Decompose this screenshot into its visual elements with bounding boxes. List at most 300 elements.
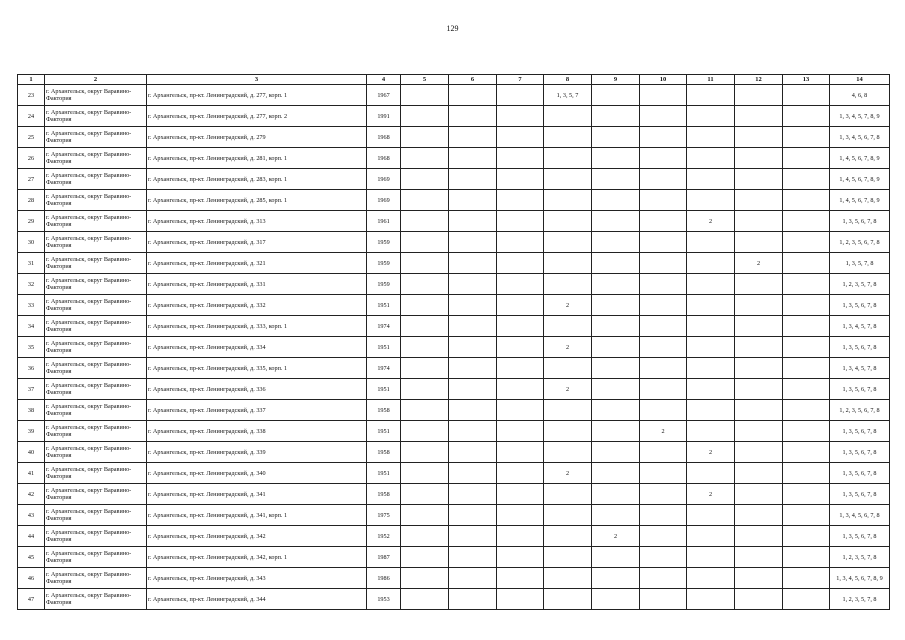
- col7-cell: [497, 316, 544, 337]
- row-number-cell: 37: [18, 379, 45, 400]
- row-number-cell: 32: [18, 274, 45, 295]
- col12-cell: [735, 400, 783, 421]
- address-cell: г. Архангельск, пр-кт. Ленинградский, д. 334: [147, 337, 367, 358]
- district-cell: г. Архангельск, округ Варавино-Фактория: [45, 358, 147, 379]
- col14-cell: 1, 4, 5, 6, 7, 8, 9: [830, 169, 890, 190]
- col14-cell: 1, 3, 4, 5, 7, 8: [830, 316, 890, 337]
- col11-cell: [687, 316, 735, 337]
- year-cell: 1951: [367, 421, 401, 442]
- col11-cell: [687, 379, 735, 400]
- column-header: 11: [687, 75, 735, 85]
- col5-cell: [401, 568, 449, 589]
- table-row: [18, 526, 890, 547]
- col10-cell: [640, 274, 687, 295]
- col13-cell: [783, 106, 830, 127]
- col13-cell: [783, 484, 830, 505]
- col14-cell: 1, 3, 5, 6, 7, 8: [830, 379, 890, 400]
- column-header: 10: [640, 75, 687, 85]
- table-row: [18, 274, 890, 295]
- col7-cell: [497, 442, 544, 463]
- col10-cell: [640, 400, 687, 421]
- table-row: [18, 421, 890, 442]
- year-cell: 1986: [367, 568, 401, 589]
- district-cell: г. Архангельск, округ Варавино-Фактория: [45, 526, 147, 547]
- col6-cell: [449, 337, 497, 358]
- col9-cell: [592, 253, 640, 274]
- table-row: [18, 400, 890, 421]
- col11-cell: [687, 505, 735, 526]
- district-cell: г. Архангельск, округ Варавино-Фактория: [45, 127, 147, 148]
- header-row: [18, 75, 890, 85]
- col6-cell: [449, 169, 497, 190]
- col8-cell: [544, 316, 592, 337]
- col12-cell: [735, 568, 783, 589]
- col5-cell: [401, 400, 449, 421]
- col11-cell: [687, 421, 735, 442]
- col11-cell: [687, 232, 735, 253]
- col6-cell: [449, 547, 497, 568]
- col7-cell: [497, 526, 544, 547]
- year-cell: 1969: [367, 190, 401, 211]
- col11-cell: [687, 190, 735, 211]
- district-cell: г. Архангельск, округ Варавино-Фактория: [45, 85, 147, 106]
- district-cell: г. Архангельск, округ Варавино-Фактория: [45, 148, 147, 169]
- address-cell: г. Архангельск, пр-кт. Ленинградский, д. 283, корп. 1: [147, 169, 367, 190]
- district-cell: г. Архангельск, округ Варавино-Фактория: [45, 106, 147, 127]
- col8-cell: [544, 442, 592, 463]
- table-row: [18, 190, 890, 211]
- col11-cell: [687, 463, 735, 484]
- col6-cell: [449, 358, 497, 379]
- col8-cell: 2: [544, 463, 592, 484]
- col8-cell: [544, 358, 592, 379]
- district-cell: г. Архангельск, округ Варавино-Фактория: [45, 316, 147, 337]
- col11-cell: [687, 106, 735, 127]
- col9-cell: [592, 316, 640, 337]
- table-row: [18, 85, 890, 106]
- table-row: [18, 148, 890, 169]
- col5-cell: [401, 232, 449, 253]
- col11-cell: [687, 568, 735, 589]
- table-row: [18, 337, 890, 358]
- col9-cell: [592, 337, 640, 358]
- col9-cell: [592, 106, 640, 127]
- col9-cell: [592, 295, 640, 316]
- col7-cell: [497, 463, 544, 484]
- col14-cell: 4, 6, 8: [830, 85, 890, 106]
- col6-cell: [449, 400, 497, 421]
- column-header: 8: [544, 75, 592, 85]
- column-header: 1: [18, 75, 45, 85]
- district-cell: г. Архангельск, округ Варавино-Фактория: [45, 295, 147, 316]
- district-cell: г. Архангельск, округ Варавино-Фактория: [45, 463, 147, 484]
- year-cell: 1968: [367, 148, 401, 169]
- col12-cell: [735, 295, 783, 316]
- col5-cell: [401, 190, 449, 211]
- col7-cell: [497, 505, 544, 526]
- col13-cell: [783, 232, 830, 253]
- col6-cell: [449, 295, 497, 316]
- table-row: [18, 379, 890, 400]
- table-row: [18, 568, 890, 589]
- col5-cell: [401, 442, 449, 463]
- district-cell: г. Архангельск, округ Варавино-Фактория: [45, 274, 147, 295]
- year-cell: 1958: [367, 484, 401, 505]
- col13-cell: [783, 85, 830, 106]
- col9-cell: [592, 358, 640, 379]
- col8-cell: [544, 421, 592, 442]
- address-cell: г. Архангельск, пр-кт. Ленинградский, д. 341: [147, 484, 367, 505]
- col8-cell: [544, 484, 592, 505]
- address-cell: г. Архангельск, пр-кт. Ленинградский, д. 342, корп. 1: [147, 547, 367, 568]
- row-number-cell: 31: [18, 253, 45, 274]
- col7-cell: [497, 589, 544, 610]
- col8-cell: [544, 547, 592, 568]
- row-number-cell: 45: [18, 547, 45, 568]
- col14-cell: 1, 2, 3, 5, 7, 8: [830, 274, 890, 295]
- col10-cell: [640, 526, 687, 547]
- col6-cell: [449, 106, 497, 127]
- table-row: [18, 505, 890, 526]
- col13-cell: [783, 589, 830, 610]
- year-cell: 1959: [367, 232, 401, 253]
- address-cell: г. Архангельск, пр-кт. Ленинградский, д. 337: [147, 400, 367, 421]
- district-cell: г. Архангельск, округ Варавино-Фактория: [45, 253, 147, 274]
- col9-cell: [592, 568, 640, 589]
- col7-cell: [497, 106, 544, 127]
- row-number-cell: 26: [18, 148, 45, 169]
- table-row: [18, 232, 890, 253]
- col5-cell: [401, 358, 449, 379]
- col9-cell: [592, 421, 640, 442]
- col6-cell: [449, 232, 497, 253]
- year-cell: 1969: [367, 169, 401, 190]
- col10-cell: [640, 463, 687, 484]
- col8-cell: [544, 505, 592, 526]
- year-cell: 1974: [367, 316, 401, 337]
- col6-cell: [449, 442, 497, 463]
- col10-cell: [640, 568, 687, 589]
- col8-cell: [544, 127, 592, 148]
- column-header: 5: [401, 75, 449, 85]
- col12-cell: [735, 211, 783, 232]
- col6-cell: [449, 589, 497, 610]
- col14-cell: 1, 3, 5, 7, 8: [830, 253, 890, 274]
- col5-cell: [401, 211, 449, 232]
- col9-cell: [592, 589, 640, 610]
- row-number-cell: 43: [18, 505, 45, 526]
- col9-cell: [592, 127, 640, 148]
- col5-cell: [401, 421, 449, 442]
- col13-cell: [783, 400, 830, 421]
- table-body: [18, 85, 890, 610]
- district-cell: г. Архангельск, округ Варавино-Фактория: [45, 169, 147, 190]
- col13-cell: [783, 568, 830, 589]
- address-cell: г. Архангельск, пр-кт. Ленинградский, д. 343: [147, 568, 367, 589]
- col10-cell: [640, 253, 687, 274]
- col9-cell: 2: [592, 526, 640, 547]
- year-cell: 1987: [367, 547, 401, 568]
- address-cell: г. Архангельск, пр-кт. Ленинградский, д. 277, корп. 2: [147, 106, 367, 127]
- col12-cell: [735, 190, 783, 211]
- col6-cell: [449, 127, 497, 148]
- col12-cell: [735, 421, 783, 442]
- col8-cell: 1, 3, 5, 7: [544, 85, 592, 106]
- year-cell: 1958: [367, 400, 401, 421]
- year-cell: 1959: [367, 253, 401, 274]
- col12-cell: [735, 148, 783, 169]
- column-header: 2: [45, 75, 147, 85]
- col5-cell: [401, 589, 449, 610]
- col13-cell: [783, 274, 830, 295]
- row-number-cell: 40: [18, 442, 45, 463]
- address-cell: г. Архангельск, пр-кт. Ленинградский, д. 277, корп. 1: [147, 85, 367, 106]
- col5-cell: [401, 295, 449, 316]
- col6-cell: [449, 526, 497, 547]
- col13-cell: [783, 337, 830, 358]
- col14-cell: 1, 3, 5, 6, 7, 8: [830, 421, 890, 442]
- col5-cell: [401, 274, 449, 295]
- row-number-cell: 24: [18, 106, 45, 127]
- col11-cell: [687, 358, 735, 379]
- col11-cell: 2: [687, 484, 735, 505]
- col7-cell: [497, 148, 544, 169]
- col5-cell: [401, 547, 449, 568]
- col12-cell: [735, 526, 783, 547]
- row-number-cell: 23: [18, 85, 45, 106]
- col10-cell: [640, 106, 687, 127]
- col7-cell: [497, 211, 544, 232]
- col11-cell: [687, 547, 735, 568]
- year-cell: 1952: [367, 526, 401, 547]
- col13-cell: [783, 148, 830, 169]
- col12-cell: [735, 547, 783, 568]
- col9-cell: [592, 379, 640, 400]
- table-row: [18, 316, 890, 337]
- address-cell: г. Архангельск, пр-кт. Ленинградский, д. 338: [147, 421, 367, 442]
- col13-cell: [783, 211, 830, 232]
- year-cell: 1953: [367, 589, 401, 610]
- table-row: [18, 463, 890, 484]
- col8-cell: [544, 148, 592, 169]
- year-cell: 1958: [367, 442, 401, 463]
- col7-cell: [497, 421, 544, 442]
- table-row: [18, 442, 890, 463]
- col12-cell: [735, 442, 783, 463]
- col11-cell: [687, 85, 735, 106]
- col12-cell: [735, 85, 783, 106]
- col11-cell: [687, 295, 735, 316]
- col5-cell: [401, 169, 449, 190]
- col12-cell: [735, 337, 783, 358]
- address-cell: г. Архангельск, пр-кт. Ленинградский, д. 285, корп. 1: [147, 190, 367, 211]
- col13-cell: [783, 295, 830, 316]
- address-cell: г. Архангельск, пр-кт. Ленинградский, д. 340: [147, 463, 367, 484]
- col7-cell: [497, 232, 544, 253]
- year-cell: 1951: [367, 337, 401, 358]
- col11-cell: 2: [687, 211, 735, 232]
- col6-cell: [449, 484, 497, 505]
- col14-cell: 1, 2, 3, 5, 6, 7, 8: [830, 232, 890, 253]
- col7-cell: [497, 379, 544, 400]
- col13-cell: [783, 463, 830, 484]
- col7-cell: [497, 85, 544, 106]
- col14-cell: 1, 3, 5, 6, 7, 8: [830, 442, 890, 463]
- register-table: [17, 74, 890, 610]
- col14-cell: 1, 3, 5, 6, 7, 8: [830, 484, 890, 505]
- year-cell: 1975: [367, 505, 401, 526]
- row-number-cell: 35: [18, 337, 45, 358]
- col12-cell: [735, 274, 783, 295]
- district-cell: г. Архангельск, округ Варавино-Фактория: [45, 589, 147, 610]
- col14-cell: 1, 2, 3, 5, 6, 7, 8: [830, 400, 890, 421]
- col9-cell: [592, 169, 640, 190]
- col8-cell: 2: [544, 295, 592, 316]
- col14-cell: 1, 3, 4, 5, 7, 8, 9: [830, 106, 890, 127]
- district-cell: г. Архангельск, округ Варавино-Фактория: [45, 379, 147, 400]
- column-header: 6: [449, 75, 497, 85]
- col5-cell: [401, 505, 449, 526]
- col9-cell: [592, 211, 640, 232]
- col9-cell: [592, 400, 640, 421]
- col11-cell: 2: [687, 442, 735, 463]
- table-row: [18, 589, 890, 610]
- col14-cell: 1, 4, 5, 6, 7, 8, 9: [830, 148, 890, 169]
- col5-cell: [401, 337, 449, 358]
- col10-cell: [640, 211, 687, 232]
- col13-cell: [783, 358, 830, 379]
- col9-cell: [592, 505, 640, 526]
- col7-cell: [497, 190, 544, 211]
- col7-cell: [497, 358, 544, 379]
- year-cell: 1951: [367, 295, 401, 316]
- col9-cell: [592, 442, 640, 463]
- col5-cell: [401, 106, 449, 127]
- col9-cell: [592, 274, 640, 295]
- col8-cell: [544, 106, 592, 127]
- table-row: [18, 169, 890, 190]
- address-cell: г. Архангельск, пр-кт. Ленинградский, д. 331: [147, 274, 367, 295]
- col7-cell: [497, 547, 544, 568]
- col5-cell: [401, 253, 449, 274]
- column-header: 14: [830, 75, 890, 85]
- col9-cell: [592, 463, 640, 484]
- col10-cell: [640, 547, 687, 568]
- col14-cell: 1, 3, 5, 6, 7, 8: [830, 295, 890, 316]
- address-cell: г. Архангельск, пр-кт. Ленинградский, д. 336: [147, 379, 367, 400]
- col6-cell: [449, 148, 497, 169]
- col10-cell: [640, 442, 687, 463]
- year-cell: 1961: [367, 211, 401, 232]
- col11-cell: [687, 400, 735, 421]
- col10-cell: [640, 148, 687, 169]
- table-row: [18, 547, 890, 568]
- col10-cell: [640, 295, 687, 316]
- col13-cell: [783, 253, 830, 274]
- col14-cell: 1, 3, 4, 5, 6, 7, 8, 9: [830, 568, 890, 589]
- col13-cell: [783, 169, 830, 190]
- column-header: 4: [367, 75, 401, 85]
- year-cell: 1951: [367, 379, 401, 400]
- col10-cell: [640, 127, 687, 148]
- col7-cell: [497, 568, 544, 589]
- col13-cell: [783, 127, 830, 148]
- table-row: [18, 106, 890, 127]
- col7-cell: [497, 274, 544, 295]
- col10-cell: [640, 589, 687, 610]
- col12-cell: [735, 589, 783, 610]
- year-cell: 1974: [367, 358, 401, 379]
- col6-cell: [449, 568, 497, 589]
- col14-cell: 1, 3, 4, 5, 7, 8: [830, 358, 890, 379]
- col9-cell: [592, 547, 640, 568]
- address-cell: г. Архангельск, пр-кт. Ленинградский, д. 281, корп. 1: [147, 148, 367, 169]
- col8-cell: [544, 232, 592, 253]
- col8-cell: 2: [544, 337, 592, 358]
- col7-cell: [497, 400, 544, 421]
- col14-cell: 1, 3, 5, 6, 7, 8: [830, 526, 890, 547]
- address-cell: г. Архангельск, пр-кт. Ленинградский, д. 335, корп. 1: [147, 358, 367, 379]
- col6-cell: [449, 463, 497, 484]
- col7-cell: [497, 337, 544, 358]
- column-header: 12: [735, 75, 783, 85]
- col14-cell: 1, 2, 3, 5, 7, 8: [830, 589, 890, 610]
- col11-cell: [687, 127, 735, 148]
- col7-cell: [497, 169, 544, 190]
- table-row: [18, 211, 890, 232]
- row-number-cell: 39: [18, 421, 45, 442]
- col8-cell: [544, 526, 592, 547]
- col10-cell: [640, 358, 687, 379]
- col5-cell: [401, 148, 449, 169]
- row-number-cell: 28: [18, 190, 45, 211]
- year-cell: 1967: [367, 85, 401, 106]
- col11-cell: [687, 253, 735, 274]
- row-number-cell: 41: [18, 463, 45, 484]
- address-cell: г. Архангельск, пр-кт. Ленинградский, д. 279: [147, 127, 367, 148]
- col12-cell: [735, 505, 783, 526]
- col12-cell: [735, 232, 783, 253]
- col11-cell: [687, 526, 735, 547]
- col12-cell: [735, 484, 783, 505]
- col6-cell: [449, 253, 497, 274]
- column-header: 9: [592, 75, 640, 85]
- table-row: [18, 295, 890, 316]
- col12-cell: [735, 463, 783, 484]
- row-number-cell: 30: [18, 232, 45, 253]
- year-cell: 1991: [367, 106, 401, 127]
- row-number-cell: 36: [18, 358, 45, 379]
- col5-cell: [401, 379, 449, 400]
- col8-cell: [544, 568, 592, 589]
- district-cell: г. Архангельск, округ Варавино-Фактория: [45, 547, 147, 568]
- address-cell: г. Архангельск, пр-кт. Ленинградский, д. 339: [147, 442, 367, 463]
- column-header: 13: [783, 75, 830, 85]
- col5-cell: [401, 316, 449, 337]
- district-cell: г. Архангельск, округ Варавино-Фактория: [45, 190, 147, 211]
- district-cell: г. Архангельск, округ Варавино-Фактория: [45, 211, 147, 232]
- district-cell: г. Архангельск, округ Варавино-Фактория: [45, 232, 147, 253]
- address-cell: г. Архангельск, пр-кт. Ленинградский, д. 344: [147, 589, 367, 610]
- col11-cell: [687, 169, 735, 190]
- col13-cell: [783, 505, 830, 526]
- col6-cell: [449, 211, 497, 232]
- col5-cell: [401, 85, 449, 106]
- col9-cell: [592, 85, 640, 106]
- row-number-cell: 38: [18, 400, 45, 421]
- col9-cell: [592, 484, 640, 505]
- year-cell: 1951: [367, 463, 401, 484]
